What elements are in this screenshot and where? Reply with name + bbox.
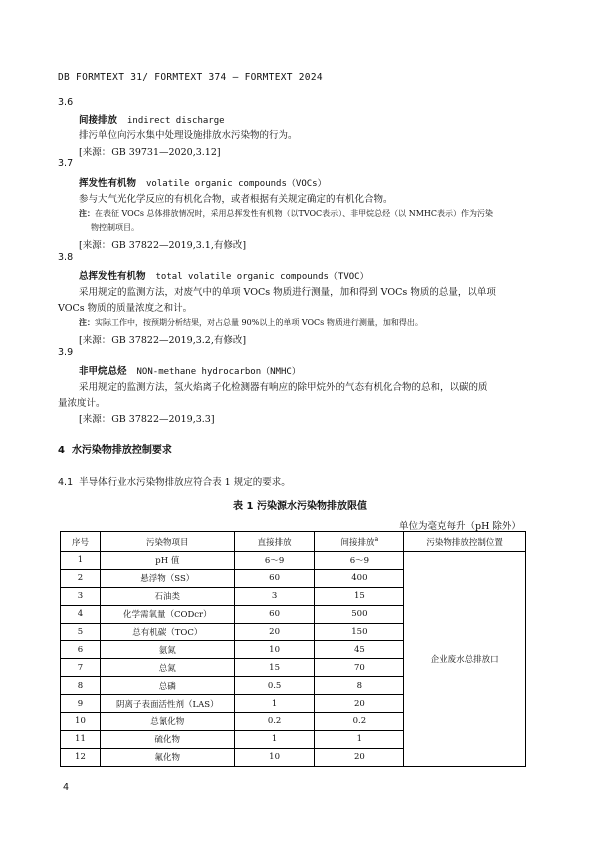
cell-index: 2 — [61, 569, 101, 587]
cell-pollutant: 总氰化物 — [100, 713, 234, 731]
note-label: 注： — [79, 209, 95, 218]
cell-direct: 20 — [234, 623, 315, 641]
cell-index: 11 — [61, 730, 101, 748]
note-line: 在表征 VOCs 总体排放情况时，采用总挥发性有机物（以TVOC表示）、非甲烷总烃（以 NMHC表示）作为污染 — [95, 209, 493, 218]
term-title-en: total volatile organic compounds（TVOC） — [155, 272, 369, 282]
table-unit: 单位为毫克每升（pH 除外） — [399, 521, 521, 532]
term-number: 3.9 — [58, 347, 74, 358]
cell-direct: 1 — [234, 695, 315, 713]
term-title-cn: 间接排放 — [79, 115, 118, 126]
table-row — [61, 552, 526, 570]
cell-index: 6 — [61, 641, 101, 659]
cell-pollutant: 悬浮物（SS） — [100, 569, 234, 587]
term-source: [来源：GB 37822—2019,3.1,有修改] — [79, 240, 247, 251]
section-number: 4 — [58, 445, 65, 456]
cell-direct: 0.5 — [234, 677, 315, 695]
term-note — [79, 208, 493, 219]
term-definition: 量浓度计。 — [58, 398, 106, 409]
cell-index: 7 — [61, 659, 101, 677]
cell-direct: 0.2 — [234, 713, 315, 731]
term-source: [来源：GB 39731—2020,3.12] — [79, 147, 221, 158]
term-definition: 采用规定的监测方法，氢火焰离子化检测器有响应的除甲烷外的气态有机化合物的总和，以碳的质 — [79, 382, 488, 393]
header-cell: 序号 — [61, 532, 101, 552]
term-source: [来源：GB 37822—2019,3.2,有修改] — [79, 335, 247, 346]
term-title — [79, 112, 225, 126]
term-number: 3.8 — [58, 252, 74, 263]
cell-direct: 1 — [234, 730, 315, 748]
cell-direct: 60 — [234, 605, 315, 623]
cell-direct: 15 — [234, 659, 315, 677]
table-title: 表 1 污染源水污染物排放限值 — [233, 501, 367, 512]
note-line: 物控制项目。 — [91, 223, 139, 232]
cell-indirect: 1 — [315, 730, 404, 748]
cell-indirect: 15 — [315, 587, 404, 605]
term-definition: 排污单位向污水集中处理设施排放水污染物的行为。 — [79, 130, 298, 141]
clause-text: 半导体行业水污染物排放应符合表 1 规定的要求。 — [79, 477, 291, 488]
header-cell: 直接排放 — [234, 532, 315, 552]
term-note — [79, 317, 423, 328]
clause — [58, 474, 291, 488]
term-number: 3.7 — [58, 158, 74, 169]
cell-indirect: 45 — [315, 641, 404, 659]
cell-pollutant: 化学需氧量（CODcr） — [100, 605, 234, 623]
cell-indirect: 150 — [315, 623, 404, 641]
term-definition: VOCs 物质的质量浓度之和计。 — [58, 303, 193, 314]
cell-indirect: 6～9 — [315, 552, 404, 570]
cell-control-location: 企业废水总排放口 — [404, 552, 526, 767]
term-title — [79, 175, 327, 189]
term-title-en: indirect discharge — [127, 116, 225, 126]
cell-index: 10 — [61, 713, 101, 731]
cell-pollutant: 硫化物 — [100, 730, 234, 748]
cell-pollutant: 总氮 — [100, 659, 234, 677]
table-header-row — [61, 532, 526, 552]
cell-index: 8 — [61, 677, 101, 695]
cell-indirect: 0.2 — [315, 713, 404, 731]
header-cell: 污染物排放控制位置 — [404, 532, 526, 552]
cell-direct: 3 — [234, 587, 315, 605]
note-line: 实际工作中，按预期分析结果，对占总量 90%以上的单项 VOCs 物质进行测量，加和得出。 — [95, 318, 423, 327]
cell-direct: 6～9 — [234, 552, 315, 570]
term-title — [79, 363, 301, 377]
cell-index: 1 — [61, 552, 101, 570]
cell-indirect: 70 — [315, 659, 404, 677]
emission-limits-table — [60, 531, 526, 767]
cell-index: 3 — [61, 587, 101, 605]
term-title-cn: 总挥发性有机物 — [79, 271, 146, 282]
term-definition: 参与大气光化学反应的有机化合物，或者根据有关规定确定的有机化合物。 — [79, 194, 393, 205]
cell-indirect: 500 — [315, 605, 404, 623]
cell-index: 4 — [61, 605, 101, 623]
cell-index: 12 — [61, 748, 101, 766]
cell-direct: 60 — [234, 569, 315, 587]
cell-indirect: 20 — [315, 695, 404, 713]
term-title — [79, 268, 369, 282]
document-header: DB FORMTEXT 31/ FORMTEXT 374 — FORMTEXT 2024 — [58, 72, 323, 83]
cell-indirect: 20 — [315, 748, 404, 766]
footnote-mark: a — [374, 535, 379, 543]
cell-pollutant: 总有机碳（TOC） — [100, 623, 234, 641]
cell-index: 5 — [61, 623, 101, 641]
section-heading — [58, 441, 172, 456]
cell-indirect: 8 — [315, 677, 404, 695]
header-cell: 污染物项目 — [100, 532, 234, 552]
cell-pollutant: 阴离子表面活性剂（LAS） — [100, 695, 234, 713]
term-title-en: volatile organic compounds（VOCs） — [146, 179, 327, 189]
term-definition: 采用规定的监测方法，对废气中的单项 VOCs 物质进行测量，加和得到 VOCs 物质的总量，以单项 — [79, 287, 496, 298]
term-source: [来源：GB 37822—2019,3.3] — [79, 414, 215, 425]
page-number: 4 — [63, 782, 70, 793]
section-title: 水污染物排放控制要求 — [71, 445, 172, 456]
header-cell: 间接排放$^a$ — [315, 532, 404, 552]
cell-indirect: 400 — [315, 569, 404, 587]
cell-pollutant: 总磷 — [100, 677, 234, 695]
clause-number: 4.1 — [58, 477, 74, 488]
cell-index: 9 — [61, 695, 101, 713]
cell-pollutant: pH 值 — [100, 552, 234, 570]
note-label: 注： — [79, 318, 95, 327]
term-title-cn: 挥发性有机物 — [79, 178, 137, 189]
term-title-en: NON-methane hydrocarbon（NMHC） — [136, 367, 301, 377]
term-number: 3.6 — [58, 97, 74, 108]
cell-pollutant: 氟化物 — [100, 748, 234, 766]
cell-direct: 10 — [234, 641, 315, 659]
cell-pollutant: 石油类 — [100, 587, 234, 605]
term-title-cn: 非甲烷总烃 — [79, 366, 127, 377]
cell-pollutant: 氨氮 — [100, 641, 234, 659]
cell-direct: 10 — [234, 748, 315, 766]
